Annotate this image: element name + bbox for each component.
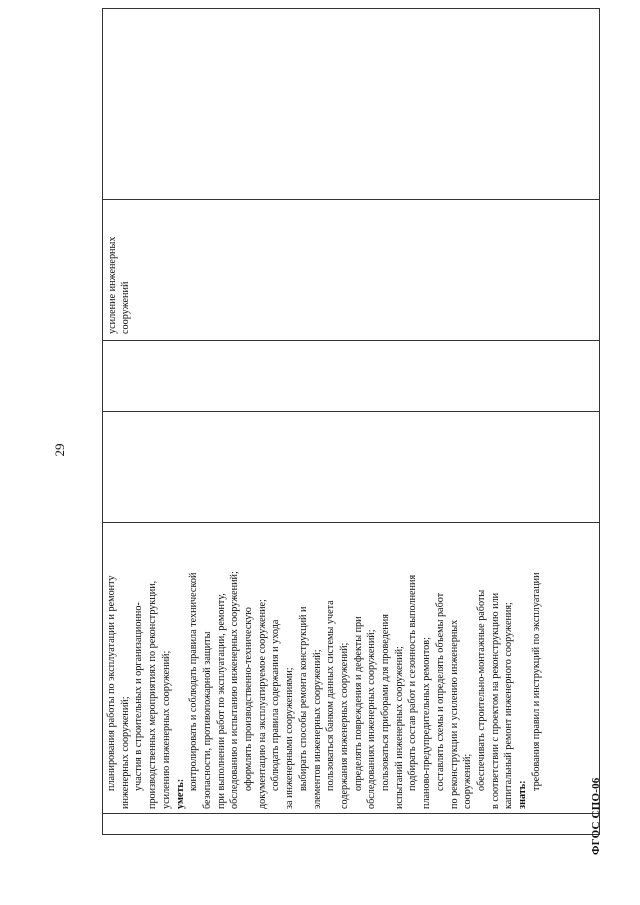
content-line: подбирать состав работ и сезонность выполнения — [407, 574, 419, 791]
content-line: соблюдать правила содержания и ухода — [270, 619, 282, 791]
content-line: планово-предупредительных ремонтов; — [421, 637, 433, 809]
content-line: производственных мероприятиях по реконструкции, — [147, 580, 159, 809]
content-line: пользоваться приборами для проведения — [380, 614, 392, 791]
content-line: знать: — [517, 780, 529, 809]
discipline-label: усиление инженерных сооружений — [107, 236, 131, 334]
competency-content-cell — [103, 523, 600, 814]
content-line: участия в строительных и организационно- — [133, 602, 145, 791]
empty-cell-2 — [103, 341, 600, 412]
content-line: выбирать способы ремонта конструкций и — [297, 606, 309, 791]
competency-list — [103, 523, 546, 813]
page-number: 29 — [52, 443, 67, 457]
content-line: требования правил и инструкций по эксплуатации — [530, 572, 542, 791]
content-line: при выполнении работ по эксплуатации, ремонту, — [215, 593, 227, 809]
content-line: уметь: — [174, 778, 186, 809]
content-line: по реконструкции и усилению инженерных — [448, 619, 460, 809]
content-line: безопасности, противопожарной защиты — [201, 631, 213, 809]
content-line: усилению инженерных сооружений; — [160, 650, 172, 809]
content-line: за инженерными сооружениями; — [284, 667, 296, 809]
footer-standard-code: ФГОС СПО-06 — [590, 777, 602, 855]
discipline-cell — [103, 200, 600, 341]
content-line: обеспечивать строительно-монтажные работы — [475, 589, 487, 791]
content-line: сооружений; — [462, 753, 474, 809]
standards-table — [102, 8, 600, 835]
content-line: пользоваться банком данных системы учета — [325, 600, 337, 791]
content-line: составлять схемы и определять объемы работ — [434, 592, 446, 791]
content-line: обследованиях инженерных сооружений; — [366, 629, 378, 809]
content-line: содержания инженерных сооружений; — [338, 642, 350, 809]
table-row — [103, 9, 600, 835]
content-line: документацию на эксплуатируемое сооружение; — [256, 599, 268, 809]
index-cell — [103, 814, 600, 835]
content-line: определять повреждения и дефекты при — [352, 616, 364, 791]
content-line: планирования работы по эксплуатации и ремонту — [106, 575, 117, 791]
content-line: капитальный ремонт инженерного сооружения; — [503, 602, 515, 809]
content-line: инженерных сооружений; — [119, 696, 131, 809]
empty-cell-1 — [103, 412, 600, 523]
content-line: испытаний инженерных сооружений; — [393, 646, 405, 809]
content-line: элементов инженерных сооружений; — [311, 649, 323, 809]
content-line: оформлять производственно-техническую — [243, 607, 255, 791]
content-line: контролировать и соблюдать правила технической — [188, 572, 200, 791]
content-line: в соответствии с проектом на реконструкцию или — [489, 592, 501, 809]
content-line: обследованию и испытанию инженерных сооружений; — [229, 571, 241, 809]
empty-cell-3 — [103, 9, 600, 200]
